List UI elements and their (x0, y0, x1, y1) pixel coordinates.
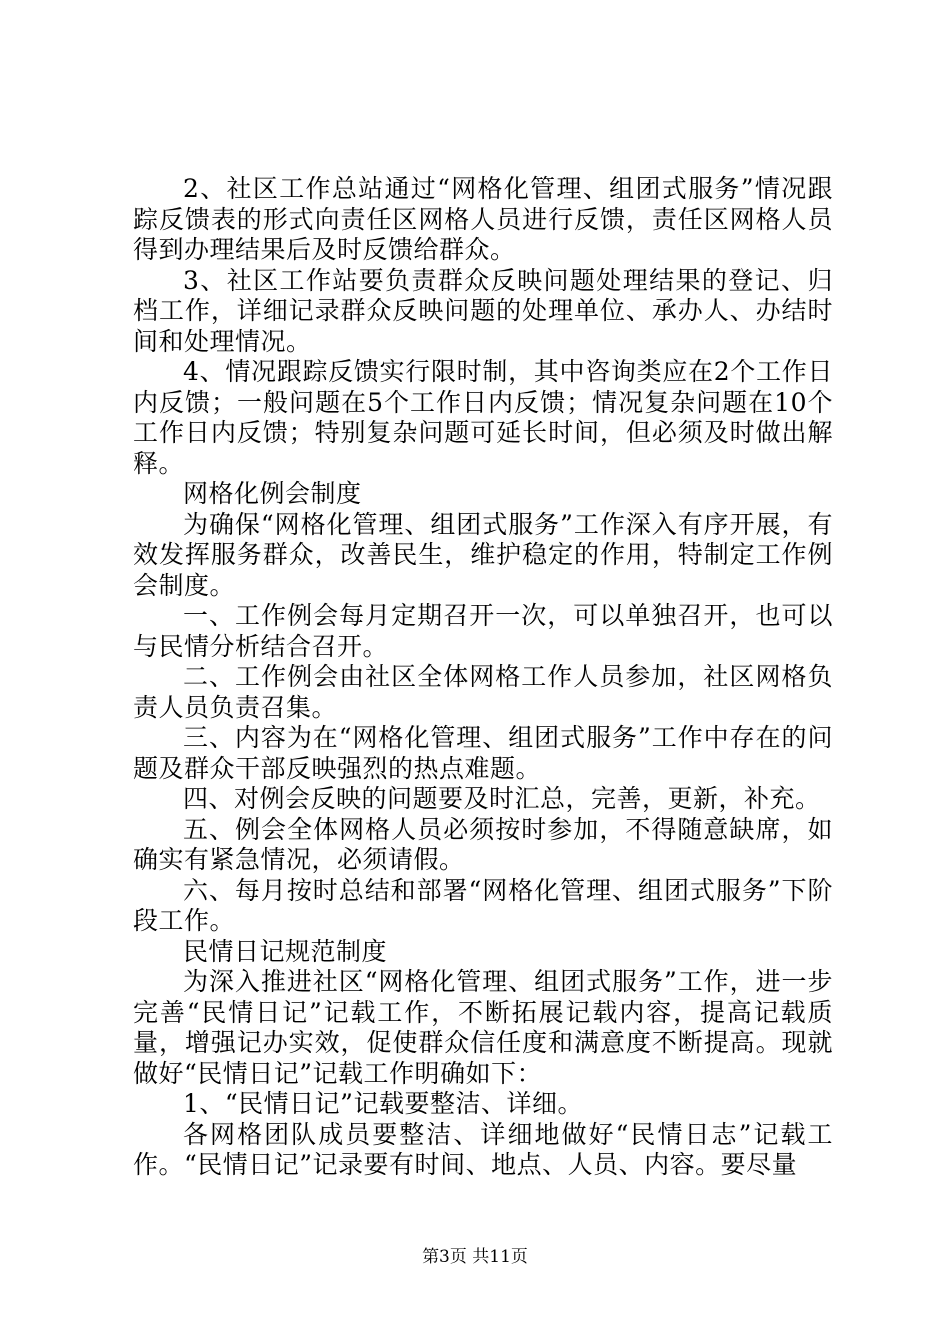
paragraph: 四、对例会反映的问题要及时汇总，完善，更新，补充。 (183, 784, 821, 813)
section-heading: 民情日记规范制度 (183, 936, 388, 966)
paragraph: 2、社区工作总站通过“网格化管理、组团式服务”情况跟踪反馈表的形式向责任区网格人员进行反馈，责任区网格人员得到办理结果后及时反馈给群众。 (133, 174, 833, 264)
paragraph: 二、工作例会由社区全体网格工作人员参加，社区网格负责人员负责召集。 (133, 662, 833, 722)
paragraph: 1、“民情日记”记载要整洁、详细。 (183, 1089, 583, 1118)
paragraph: 4、情况跟踪反馈实行限时制，其中咨询类应在2个工作日内反馈；一般问题在5个工作日内反馈；情况复杂问题在10个工作日内反馈；特别复杂问题可延长时间，但必须及时做出解释。 (133, 357, 833, 478)
paragraph: 三、内容为在“网格化管理、组团式服务”工作中存在的问题及群众干部反映强烈的热点难题。 (133, 723, 833, 783)
document-body (133, 174, 833, 1181)
page-number-footer: 第3页 共11页 (422, 1247, 528, 1267)
section-heading: 网格化例会制度 (183, 479, 362, 508)
paragraph: 为确保“网格化管理、组团式服务”工作深入有序开展，有效发挥服务群众，改善民生，维护稳定的作用，特制定工作例会制度。 (133, 509, 833, 600)
paragraph: 一、工作例会每月定期召开一次，可以单独召开，也可以与民情分析结合召开。 (133, 601, 833, 661)
paragraph: 3、社区工作站要负责群众反映问题处理结果的登记、归档工作，详细记录群众反映问题的处理单位、承办人、办结时间和处理情况。 (133, 265, 833, 356)
paragraph: 各网格团队成员要整洁、详细地做好“民情日志”记载工作。“民情日记”记录要有时间、地点、人员、内容。要尽量 (133, 1119, 833, 1179)
paragraph: 为深入推进社区“网格化管理、组团式服务”工作，进一步完善“民情日记”记载工作，不断拓展记载内容，提高记载质量，增强记办实效，促使群众信任度和满意度不断提高。现就做好“民情日记”记载工作明确如下： (133, 967, 833, 1088)
paragraph: 六、每月按时总结和部署“网格化管理、组团式服务”下阶段工作。 (133, 875, 833, 935)
paragraph: 五、例会全体网格人员必须按时参加，不得随意缺席，如确实有紧急情况，必须请假。 (133, 814, 833, 874)
